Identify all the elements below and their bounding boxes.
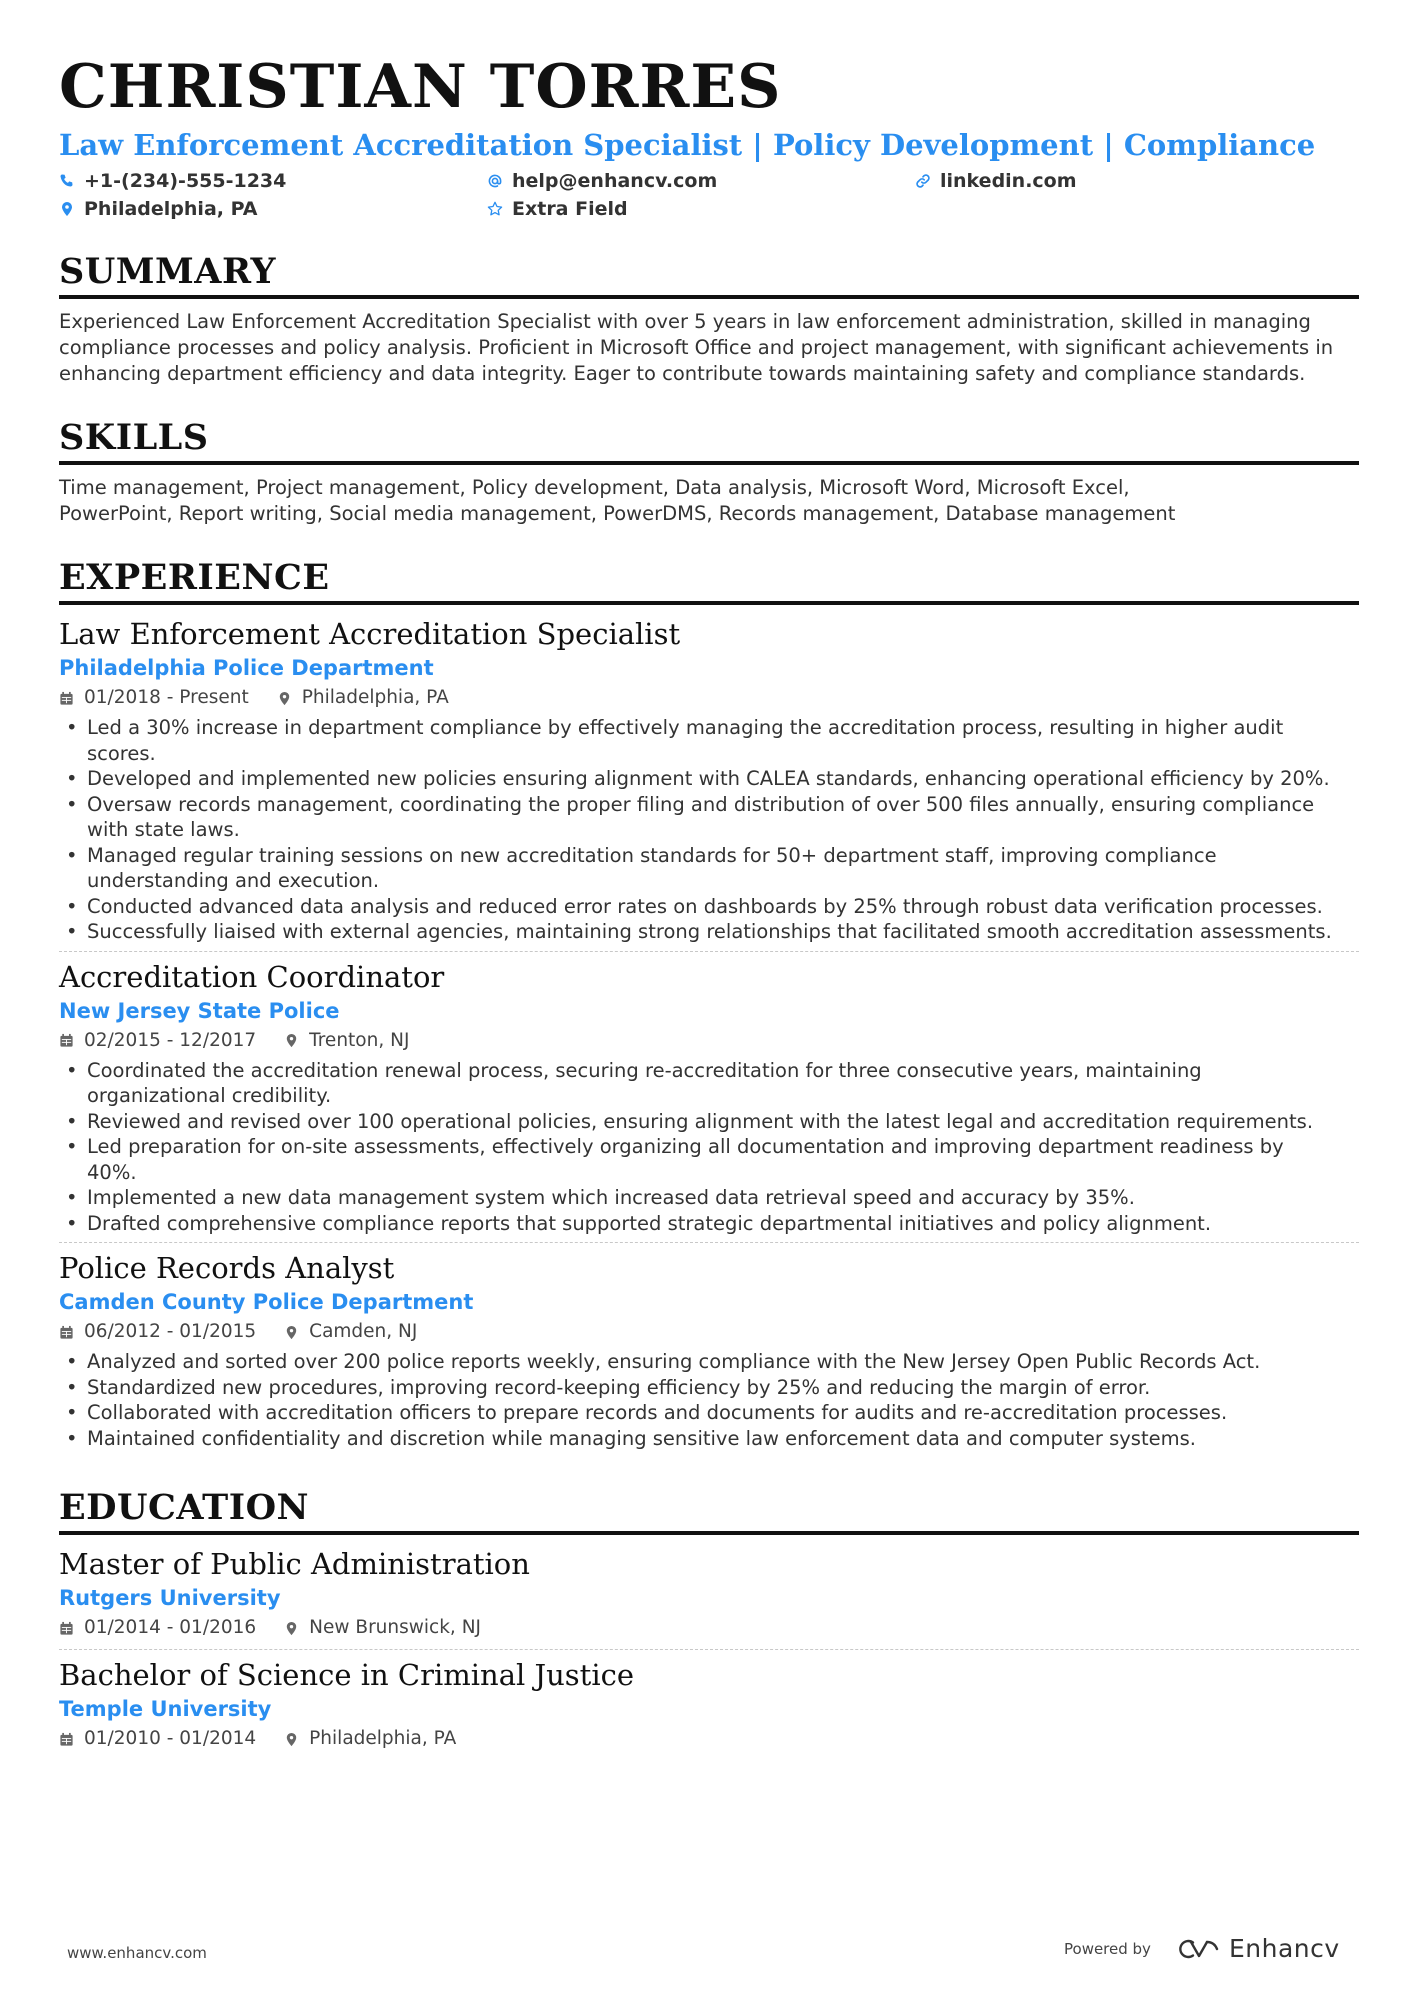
achievement-item [59,1185,1359,1211]
candidate-headline: Law Enforcement Accreditation Specialist | Policy Development | Compliance [59,128,1316,162]
achievement-line: Maintained confidentiality and discretion while managing sensitive law enforcement data and computer systems. [87,1426,1196,1450]
achievement-item [59,792,1359,843]
location-icon [284,1732,299,1747]
contact-info [59,169,1359,221]
skills-line: Time management, Project management, Policy development, Data analysis, Microsoft Word, Microsoft Excel, [59,476,1130,499]
achievement-item [59,715,1359,766]
skills-text [59,475,1359,527]
job-dates: 01/2018 - Present [84,687,249,708]
skills-section [59,417,1359,527]
achievement-line: Conducted advanced data analysis and reduced error rates on dashboards by 25% through robust data verification processes. [87,894,1323,918]
at-icon [487,173,503,189]
experience-entry [59,951,1359,1243]
achievement-item [59,1400,1359,1426]
education-location: Philadelphia, PA [309,1728,457,1749]
achievement-line: with state laws. [87,818,240,841]
achievement-list [59,1349,1359,1451]
contact-extra [487,197,915,221]
footer-branding [1064,1934,1340,1963]
summary-title: SUMMARY [59,251,276,292]
achievement-line: Successfully liaised with external agencies, maintaining strong relationships that facilitated smooth accreditation assessments. [87,920,1332,943]
achievement-item [59,1058,1359,1109]
job-title: Police Records Analyst [59,1251,395,1285]
contact-linkedin[interactable] [915,169,1335,193]
job-meta [59,1026,1359,1056]
achievement-line: Managed regular training sessions on new accreditation standards for 50+ department staff, improving compliance [87,843,1217,867]
section-divider [59,1531,1359,1535]
achievement-line: organizational credibility. [87,1084,332,1107]
achievement-line: Drafted comprehensive compliance reports that supported strategic departmental initiatives and policy alignment. [87,1211,1212,1235]
achievement-item [59,1375,1359,1401]
candidate-name: CHRISTIAN TORRES [59,52,782,122]
location-icon [284,1621,299,1636]
location-icon [59,201,75,217]
achievement-item [59,766,1359,792]
education-meta [59,1724,1359,1754]
achievement-line: Standardized new procedures, improving record-keeping efficiency by 25% and reducing the margin of error. [87,1375,1151,1399]
company-name: Philadelphia Police Department [59,656,434,680]
education-dates: 01/2010 - 01/2014 [84,1728,257,1749]
resume-content [59,48,1359,1760]
achievement-line: Collaborated with accreditation officers to prepare records and documents for audits and re-accreditation processes. [87,1401,1228,1424]
education-entry [59,1545,1359,1649]
location-icon [284,1033,299,1048]
achievement-line: scores. [87,741,156,765]
summary-section [59,251,1359,387]
summary-line: compliance processes and policy analysis. Proficient in Microsoft Office and project management, with significant achievements in [59,336,1334,359]
job-title: Law Enforcement Accreditation Specialist [59,617,681,651]
calendar-icon [59,1033,74,1048]
job-location: Trenton, NJ [309,1029,410,1051]
job-location: Camden, NJ [309,1321,418,1342]
achievement-item [59,1211,1359,1237]
education-location: New Brunswick, NJ [309,1617,481,1638]
location-icon [277,691,292,706]
school-name: Temple University [59,1697,272,1721]
summary-line: Experienced Law Enforcement Accreditation Specialist with over 5 years in law enforcement administration, skilled in managing [59,310,1311,333]
achievement-line: Developed and implemented new policies ensuring alignment with CALEA standards, enhancing operational efficiency by 20%. [87,767,1330,790]
calendar-icon [59,691,74,706]
experience-title: EXPERIENCE [59,557,330,598]
calendar-icon [59,1325,74,1340]
education-title: EDUCATION [59,1487,310,1528]
section-divider [59,461,1359,465]
section-divider [59,601,1359,605]
contact-email[interactable] [487,169,915,193]
star-icon [487,201,503,217]
job-meta [59,1317,1359,1347]
job-dates: 06/2012 - 01/2015 [84,1321,257,1342]
education-list [59,1545,1359,1760]
footer-website[interactable]: www.enhancv.com [67,1944,207,1962]
education-dates: 01/2014 - 01/2016 [84,1617,257,1638]
job-meta [59,683,1359,713]
contact-linkedin-text: linkedin.com [940,170,1077,192]
achievement-item [59,1349,1359,1375]
experience-entry [59,615,1359,951]
achievement-item [59,1426,1359,1452]
skills-line: PowerPoint, Report writing, Social media management, PowerDMS, Records management, Database management [59,502,1176,525]
enhancv-brand[interactable]: Enhancv [1228,1934,1340,1963]
achievement-line: 40%. [87,1160,137,1184]
contact-location [59,197,487,221]
link-icon [915,173,931,189]
education-section [59,1487,1359,1760]
achievement-list [59,1058,1359,1237]
education-entry [59,1649,1359,1760]
company-name: New Jersey State Police [59,998,340,1023]
contact-phone[interactable] [59,169,487,193]
school-name: Rutgers University [59,1586,281,1610]
contact-location-text: Philadelphia, PA [84,198,258,220]
achievement-line: Led a 30% increase in department compliance by effectively managing the accreditation process, resulting in higher audit [87,716,1284,739]
calendar-icon [59,1621,74,1636]
job-location: Philadelphia, PA [301,687,449,708]
achievement-line: Reviewed and revised over 100 operational policies, ensuring alignment with the latest legal and accreditation requirements. [87,1109,1314,1133]
achievement-item [59,919,1359,945]
location-icon [284,1325,299,1340]
summary-line: enhancing department efficiency and data integrity. Eager to contribute towards maintaining safety and compliance standards. [59,362,1306,385]
experience-section [59,557,1359,1457]
achievement-item [59,1109,1359,1135]
contact-extra-text: Extra Field [512,198,628,220]
phone-icon [59,173,75,189]
achievement-line: Coordinated the accreditation renewal process, securing re-accreditation for three consecutive years, maintaining [87,1058,1202,1082]
achievement-line: Oversaw records management, coordinating the proper filing and distribution of over 500 files annually, ensuring compliance [87,792,1315,816]
experience-entry [59,1242,1359,1457]
achievement-line: Analyzed and sorted over 200 police reports weekly, ensuring compliance with the New Jersey Open Public Records Act. [87,1350,1261,1373]
achievement-line: Implemented a new data management system which increased data retrieval speed and accuracy by 35%. [87,1186,1135,1209]
job-title: Accreditation Coordinator [59,959,445,994]
achievement-line: Led preparation for on-site assessments, effectively organizing all documentation and improving department readiness by [87,1135,1284,1158]
enhancv-logo-icon [1173,1936,1221,1962]
education-meta [59,1613,1359,1643]
summary-text [59,309,1359,387]
achievement-item [59,843,1359,894]
section-divider [59,295,1359,299]
contact-email-text: help@enhancv.com [512,170,718,192]
company-name: Camden County Police Department [59,1290,474,1314]
calendar-icon [59,1732,74,1747]
powered-by-label: Powered by [1064,1939,1151,1958]
contact-phone-text: +1-(234)-555-1234 [84,170,287,192]
achievement-line: understanding and execution. [87,869,380,892]
skills-title: SKILLS [59,417,209,458]
achievement-item [59,1134,1359,1185]
degree-title: Bachelor of Science in Criminal Justice [59,1658,635,1692]
experience-list [59,615,1359,1457]
job-dates: 02/2015 - 12/2017 [84,1029,257,1051]
achievement-item [59,894,1359,920]
achievement-list [59,715,1359,945]
degree-title: Master of Public Administration [59,1547,530,1581]
